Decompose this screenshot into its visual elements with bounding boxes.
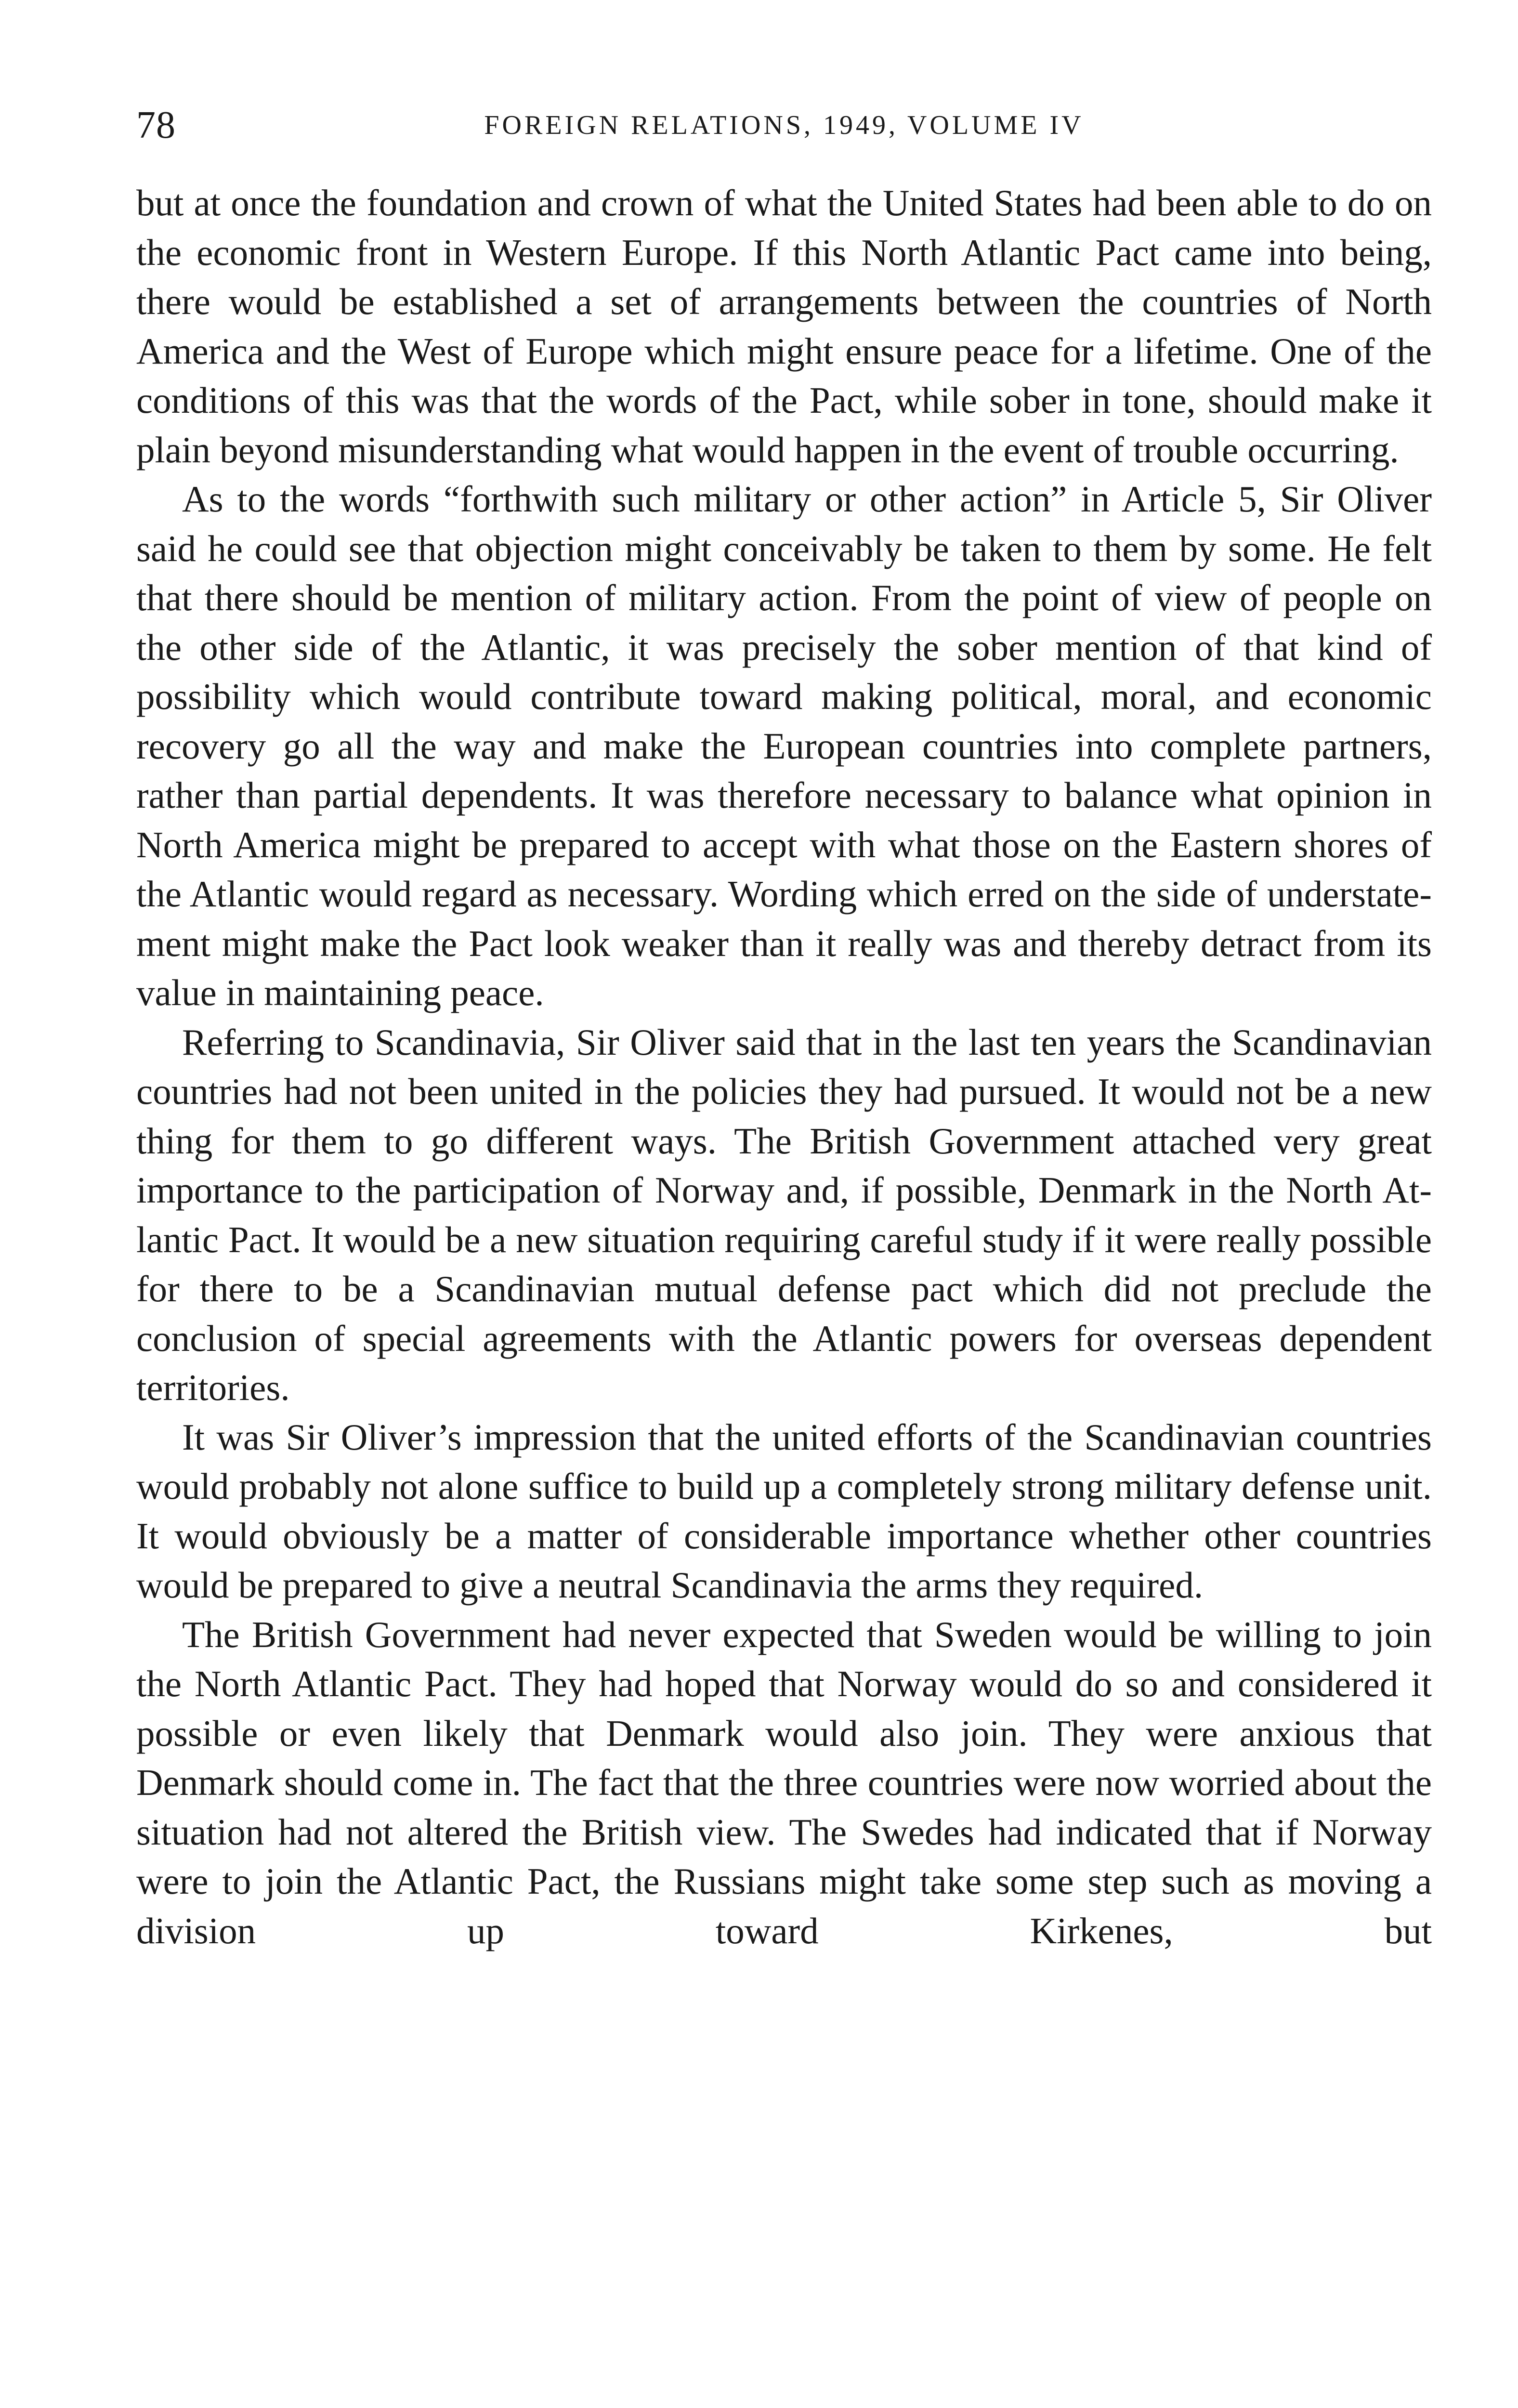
paragraph-article-5: As to the words “forthwith such military or other action” in Article 5, Sir Oliver said he could see that objection might conceivably be taken to them by some. He felt that there should be mention of military action. From the point of view of people on the other side of the Atlantic, it was precisely the sober mention of that kind of possibility which would contribute toward making political, moral, and economic recovery go all the way and make the European countries into complete partners, rather than partial dependents. It was therefore necessary to balance what opinion in North America might be prepared to accept with what those on the Eastern shores of the Atlantic would regard as necessary. Wording which erred on the side of understatement might make the Pact look weaker than it really was and thereby detract from its value in maintaining peace. (136, 478, 1432, 1013)
running-title: FOREIGN RELATIONS, 1949, VOLUME IV (484, 110, 1084, 140)
document-page (136, 96, 1432, 2408)
paragraph-scandinavian-defense: It was Sir Oliver’s impression that the united efforts of the Scandinavian countries would probably not alone suffice to build up a completely strong military defense unit. It would obviously be a matter of considerable importance whether other countries would be prepared to give a neutral Scandinavia the arms they required. (136, 1416, 1432, 1606)
paragraph-continued: but at once the foundation and crown of what the United States had been able to do on the economic front in Western Europe. If this North Atlantic Pact came into being, there would be established a set of arrangements between the countries of North America and the West of Europe which might ensure peace for a lifetime. One of the conditions of this was that the words of the Pact, while sober in tone, should make it plain beyond misunderstanding what would happen in the event of trouble occurring. (136, 182, 1432, 471)
body-text (136, 178, 1432, 1955)
page-number: 78 (136, 104, 176, 146)
running-head (136, 96, 1432, 154)
paragraph-scandinavia: Referring to Scandinavia, Sir Oliver said that in the last ten years the Scandinavian countries had not been united in the policies they had pursued. It would not be a new thing for them to go different ways. The British Government attached very great importance to the participation of Norway and, if possible, Denmark in the North Atlantic Pact. It would be a new situation requiring careful study if it were really possible for there to be a Scandinavian mutual defense pact which did not preclude the conclusion of special agreements with the Atlantic powers for overseas dependent territories. (136, 1021, 1432, 1408)
paragraph-british-government: The British Government had never expected that Sweden would be willing to join the North Atlantic Pact. They had hoped that Norway would do so and considered it possible or even likely that Denmark would also join. They were anxious that Denmark should come in. The fact that the three countries were now worried about the situation had not altered the British view. The Swedes had indicated that if Norway were to join the Atlantic Pact, the Russians might take some step such as moving a division up toward Kirkenes, but (136, 1613, 1432, 1951)
